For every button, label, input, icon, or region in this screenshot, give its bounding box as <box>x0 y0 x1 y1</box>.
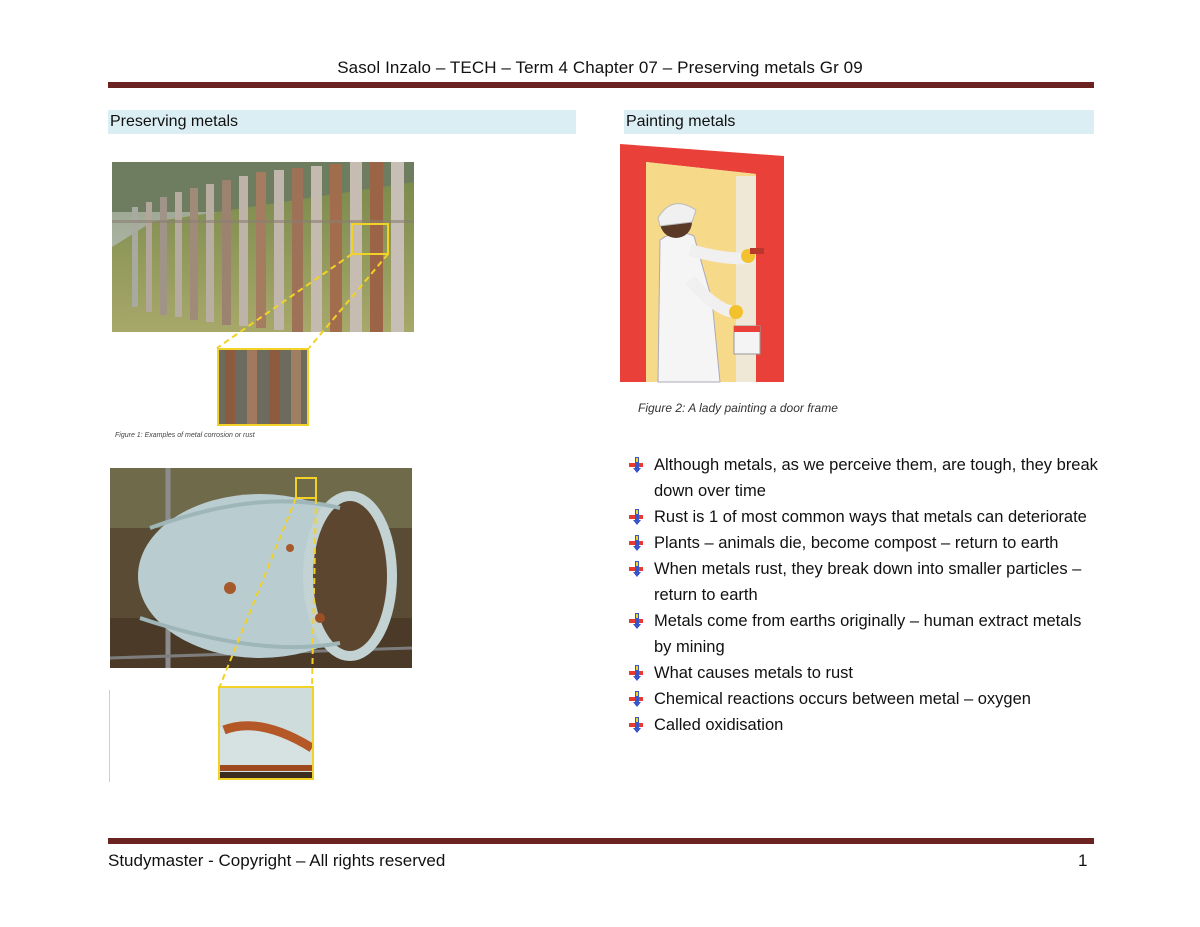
figure-border-line <box>109 690 110 782</box>
list-item <box>628 556 1098 608</box>
drum-zoom-inset <box>218 686 314 780</box>
list-item-text: Metals come from earths originally – human extract metals by mining <box>654 612 1082 656</box>
list-item <box>628 712 1098 738</box>
plus-arrow-icon <box>628 508 646 526</box>
list-item <box>628 608 1098 660</box>
list-item <box>628 504 1098 530</box>
figure1-caption: Figure 1: Examples of metal corrosion or rust <box>115 432 255 439</box>
section-heading-preserving-metals: Preserving metals <box>108 110 576 134</box>
plus-arrow-icon <box>628 690 646 708</box>
page-number: 1 <box>1078 851 1088 870</box>
list-item <box>628 686 1098 712</box>
footer-rule <box>108 838 1094 844</box>
list-item-text: What causes metals to rust <box>654 664 853 682</box>
footer-copyright: Studymaster - Copyright – All rights reserved <box>108 851 446 870</box>
plus-arrow-icon <box>628 612 646 630</box>
list-item-text: Plants – animals die, become compost – return to earth <box>654 534 1059 552</box>
plus-arrow-icon <box>628 456 646 474</box>
drum-zoom-callout-lines <box>110 468 412 698</box>
list-item-text: Although metals, as we perceive them, are tough, they break down over time <box>654 456 1098 500</box>
list-item-text: Called oxidisation <box>654 716 784 734</box>
lady-painting-door-illustration <box>616 140 796 388</box>
fence-zoom-inset <box>217 348 309 426</box>
plus-arrow-icon <box>628 560 646 578</box>
list-item <box>628 660 1098 686</box>
list-item <box>628 452 1098 504</box>
figure2-caption: Figure 2: A lady painting a door frame <box>638 401 838 415</box>
section-heading-painting-metals: Painting metals <box>624 110 1094 134</box>
list-item-text: When metals rust, they break down into smaller particles – return to earth <box>654 560 1082 604</box>
bullet-list <box>628 452 1098 738</box>
list-item <box>628 530 1098 556</box>
plus-arrow-icon <box>628 664 646 682</box>
list-item-text: Chemical reactions occurs between metal – oxygen <box>654 690 1031 708</box>
page-header-title: Sasol Inzalo – TECH – Term 4 Chapter 07 – Preserving metals Gr 09 <box>337 58 863 77</box>
plus-arrow-icon <box>628 534 646 552</box>
plus-arrow-icon <box>628 716 646 734</box>
header-rule <box>108 82 1094 88</box>
list-item-text: Rust is 1 of most common ways that metals can deteriorate <box>654 508 1087 526</box>
